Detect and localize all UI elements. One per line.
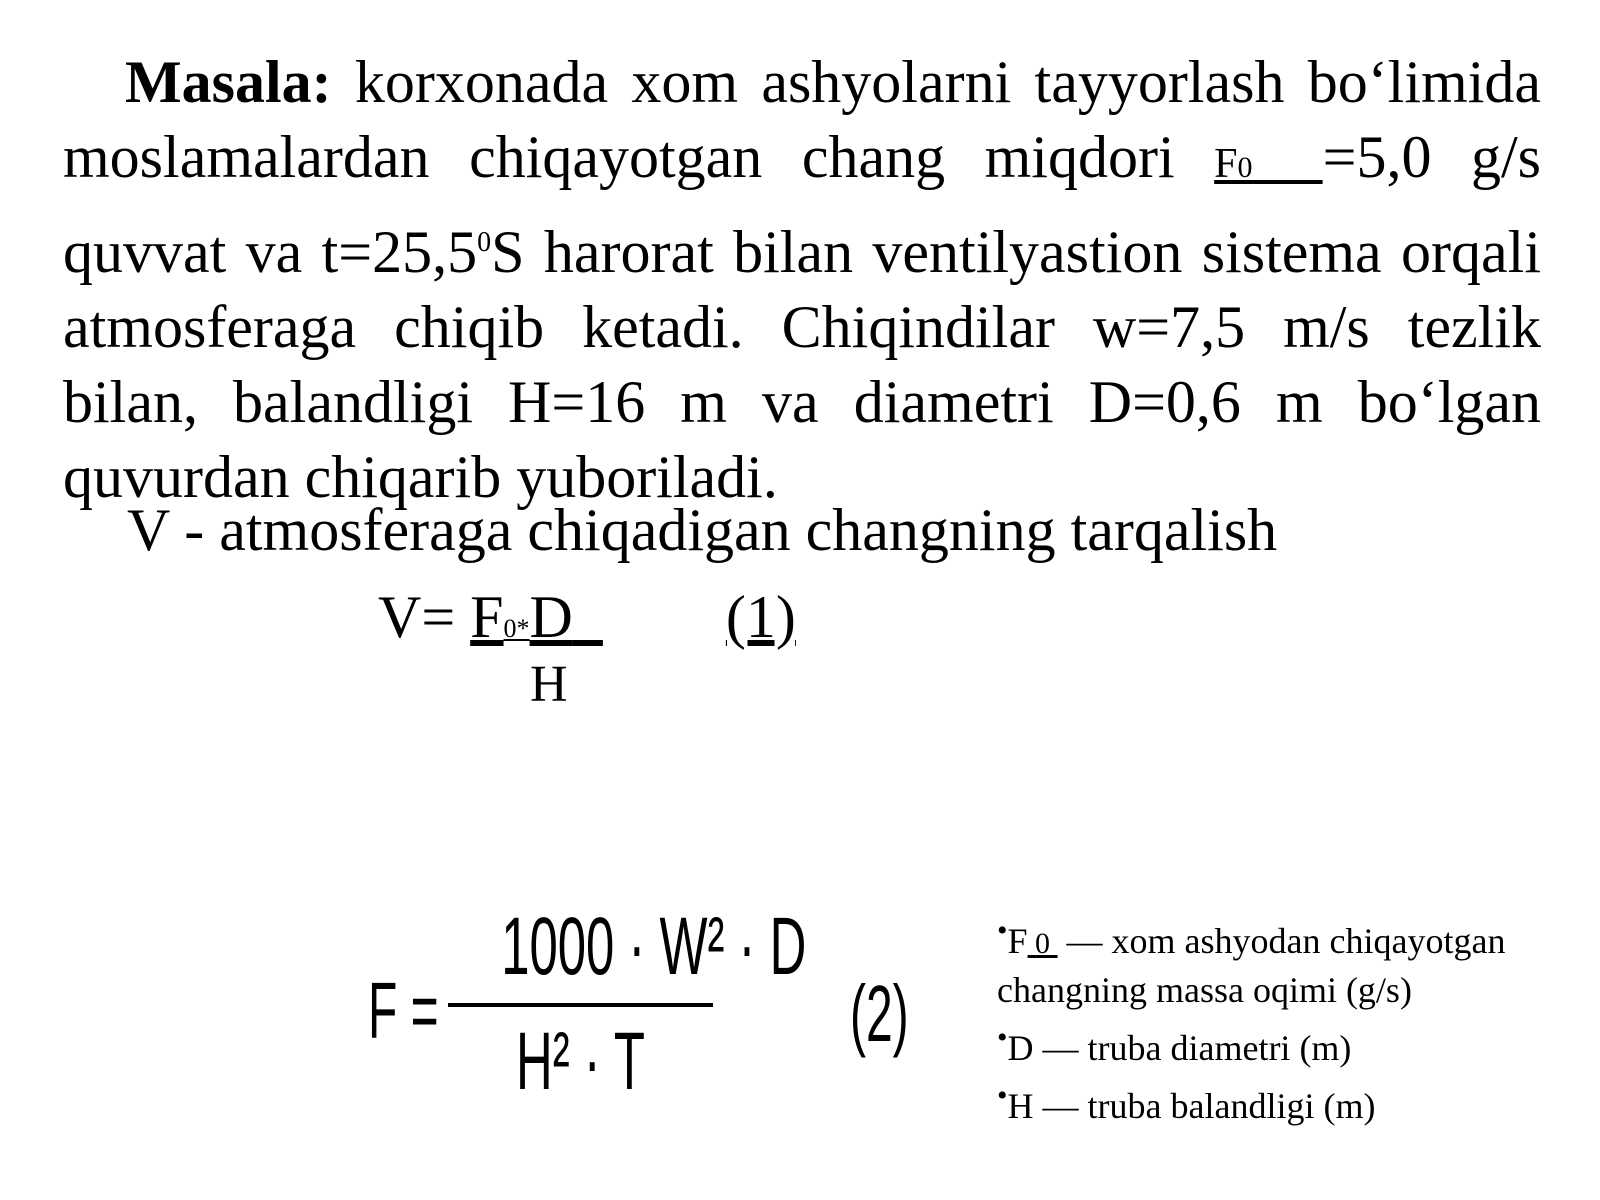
fraction-bar [448,1003,713,1007]
formula2-denominator: H² · T [516,1016,645,1107]
formula1-lhs: V= [378,584,456,650]
formula2-tag: (2) [850,969,909,1058]
formula1-num-f: F [470,584,504,650]
formula1-denominator: H [530,656,568,713]
legend-item-d: •D — truba diametri (m) [997,1021,1352,1068]
problem-text-1: korxonada xom ashyolarni tayyorlash bo‘limida moslamalardan chiqayotgan chang miqdori [63,49,1541,190]
formula1-num-sub: 0* [503,614,530,643]
legend-item-f0: •F 0 — xom ashyodan chiqayotgan [997,914,1506,961]
formula1-num-d: D [529,584,573,650]
degree-superscript: 0 [477,227,492,258]
formula2-fraction [448,900,807,1110]
f0-symbol: F0 [1214,141,1253,187]
problem-text-2: =5,0 g/s quvvat va t=25,5 [63,124,1542,285]
problem-text-3: S harorat bilan ventilyastion sistema orqali atmosferaga chiqib ketadi. Chiqindilar w=7,5 m/s tezlik bilan, balandligi H=16 m va diametri D=0,6 m bo‘lgan quvurdan chiqarib yuboriladi. [63,219,1541,510]
formula1-tag: (1) [725,584,796,650]
formula2-numerator: 1000 · W² · D [501,901,807,992]
formula2-lhs: F = [368,966,439,1055]
problem-paragraph [63,45,1541,515]
legend-item-f0-cont: changning massa oqimi (g/s) [997,970,1412,1010]
definition-line: V - atmosferaga chiqadigan changning tarqalish [127,497,1278,563]
variable-legend [997,907,1587,1130]
legend-item-h: •H — truba balandligi (m) [997,1079,1376,1126]
formula-2 [368,900,968,1110]
formula-1 [378,582,796,664]
problem-label: Masala: [125,49,332,115]
